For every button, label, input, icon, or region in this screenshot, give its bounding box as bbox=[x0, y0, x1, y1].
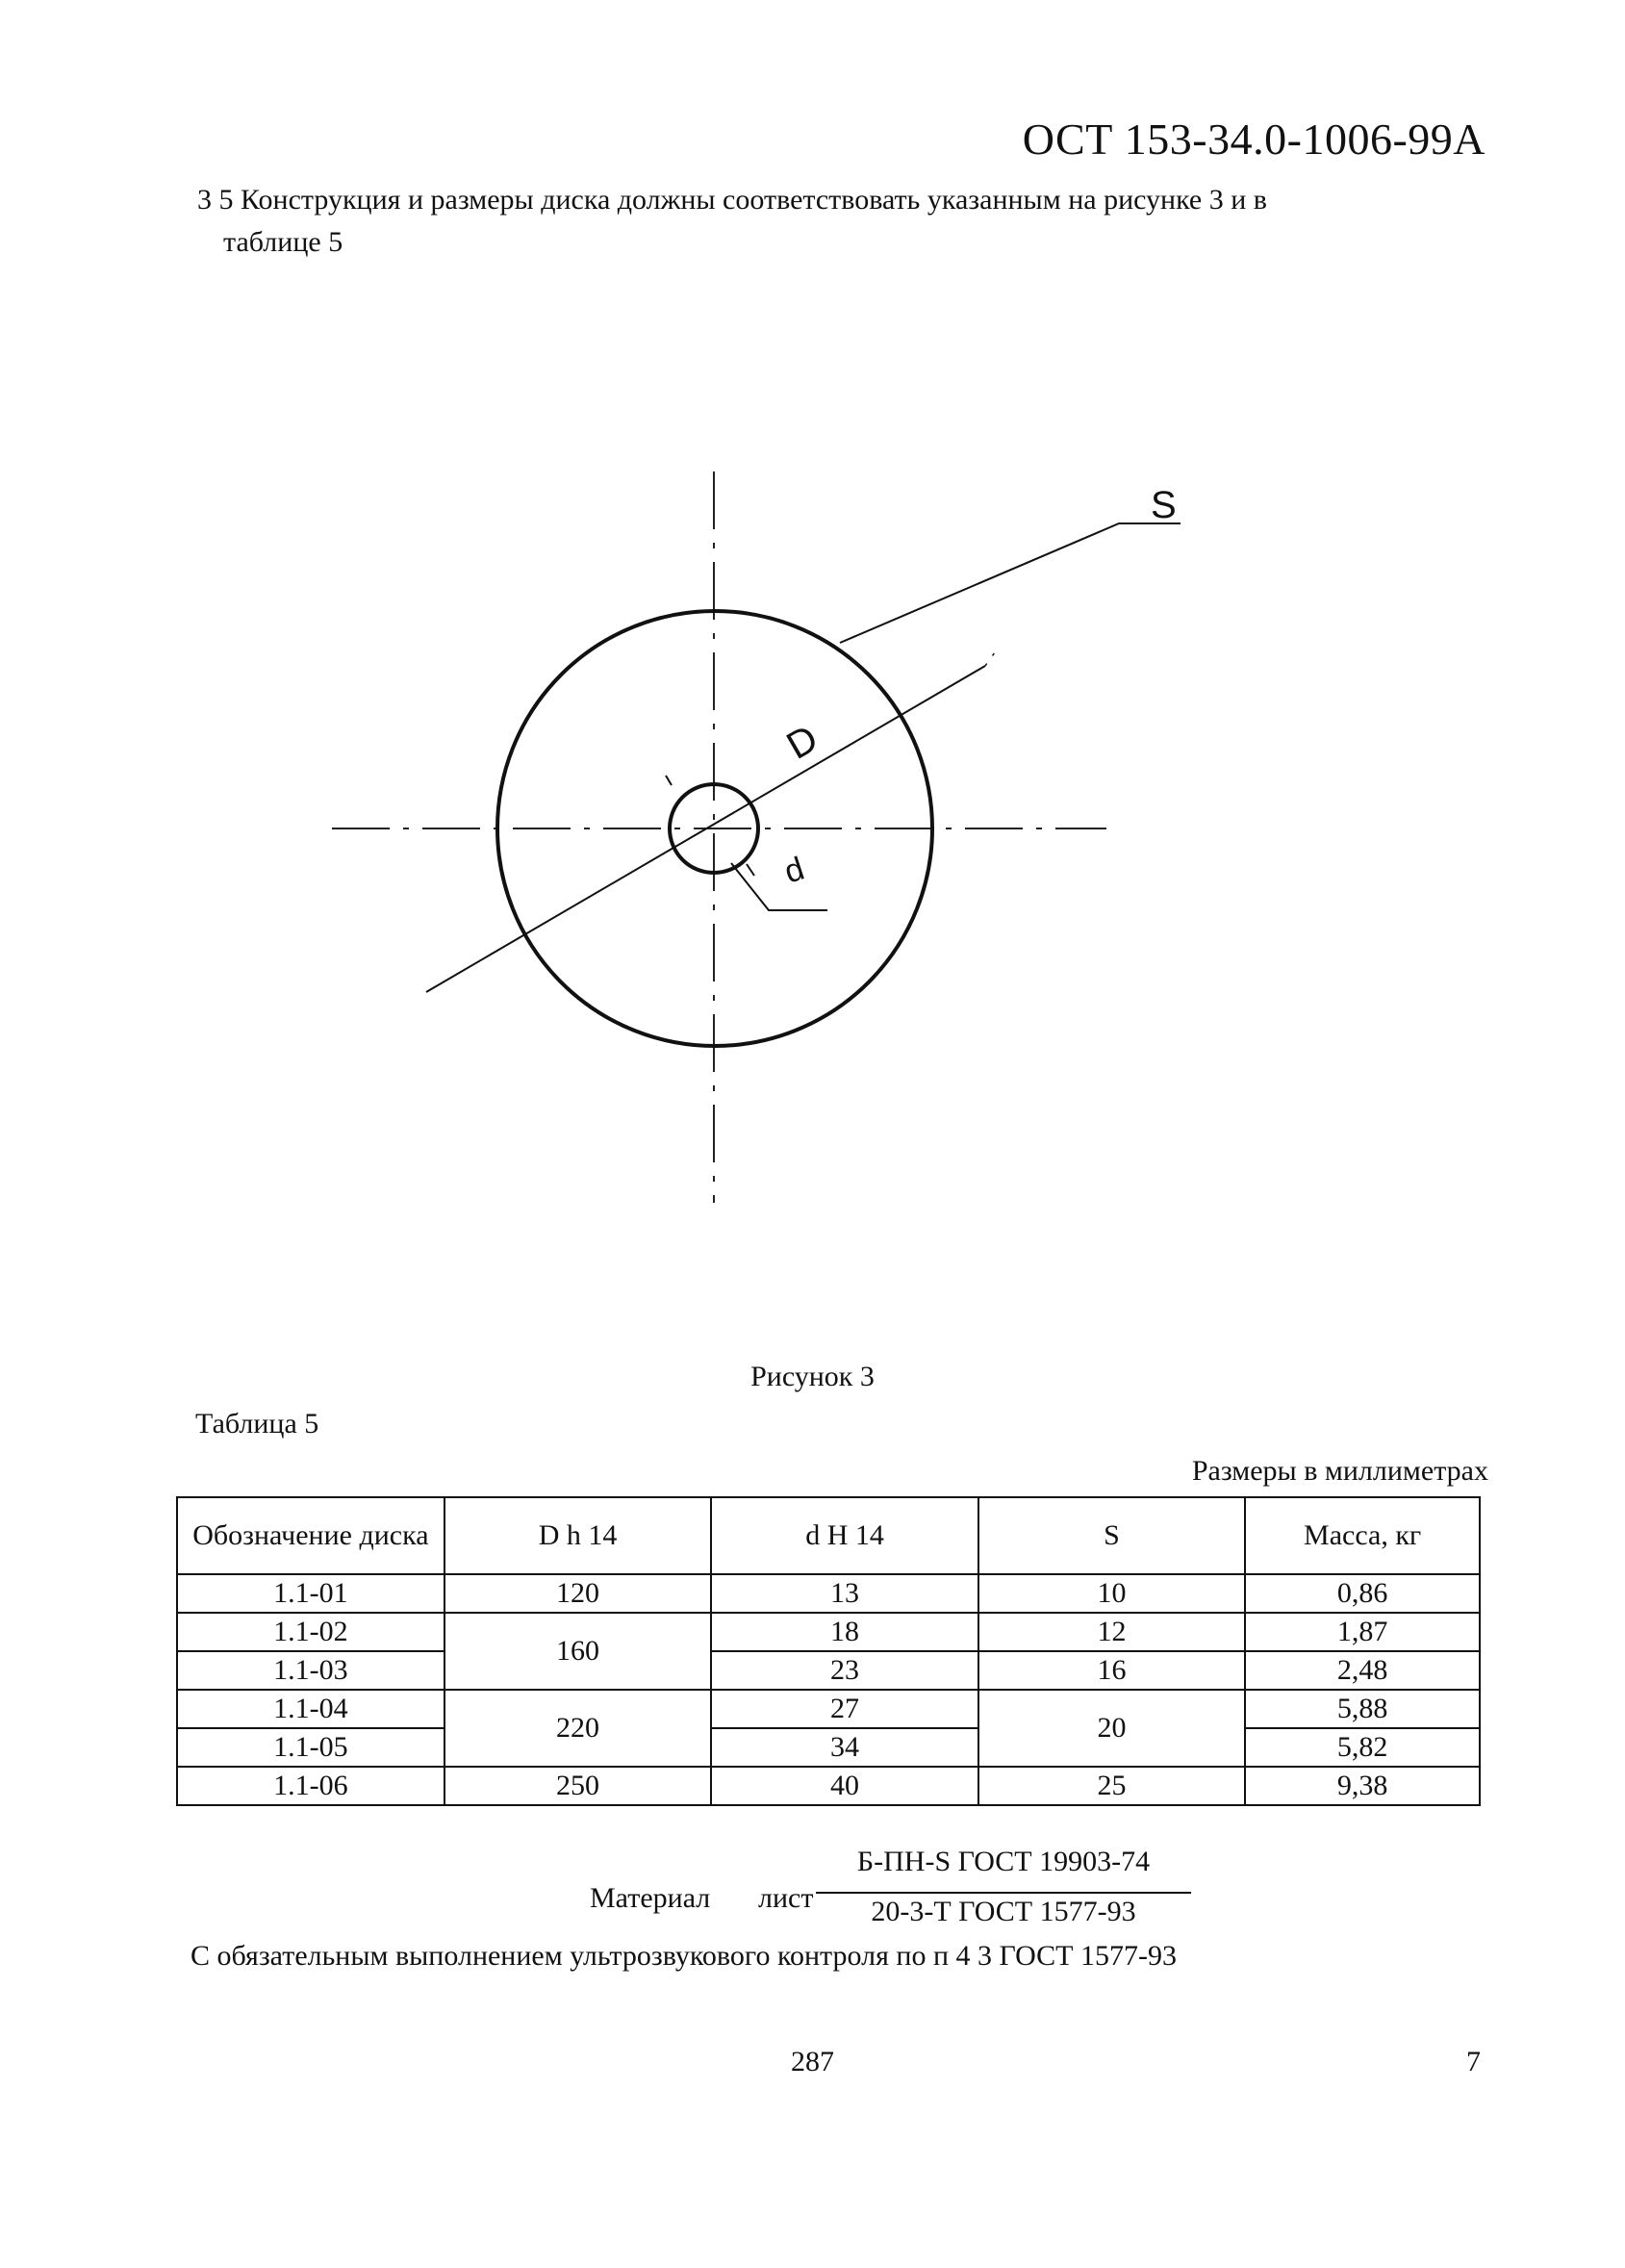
table-row bbox=[177, 1767, 1480, 1805]
d-leader-line bbox=[731, 863, 827, 910]
material-numerator: Б-ПН-S ГОСТ 19903-74 bbox=[856, 1846, 1151, 1877]
table-row bbox=[177, 1651, 1480, 1690]
table-row bbox=[177, 1728, 1480, 1767]
cell-designation: 1.1-02 bbox=[177, 1613, 444, 1651]
cell-S: 16 bbox=[978, 1651, 1245, 1690]
cell-D: 160 bbox=[444, 1613, 712, 1690]
cell-mass: 9,38 bbox=[1245, 1767, 1480, 1805]
cell-mass: 5,82 bbox=[1245, 1728, 1480, 1767]
cell-S: 25 bbox=[978, 1767, 1245, 1805]
material-spec bbox=[0, 1846, 1625, 1932]
table-row bbox=[177, 1690, 1480, 1728]
cell-d: 13 bbox=[711, 1574, 978, 1613]
cell-mass: 0,86 bbox=[1245, 1574, 1480, 1613]
cell-designation: 1.1-01 bbox=[177, 1574, 444, 1613]
cell-designation: 1.1-05 bbox=[177, 1728, 444, 1767]
page-number: 287 bbox=[791, 2046, 834, 2077]
hole-tick-mark bbox=[666, 776, 672, 785]
s-leader-line bbox=[840, 523, 1181, 643]
sheet-number: 7 bbox=[1466, 2046, 1481, 2077]
col-header-S: S bbox=[978, 1497, 1245, 1574]
ultrasonic-note: С обязательным выполнением ультрозвукового контроля по п 4 3 ГОСТ 1577-93 bbox=[190, 1940, 1177, 1972]
dimension-extension bbox=[985, 652, 995, 666]
cell-mass: 1,87 bbox=[1245, 1613, 1480, 1651]
cell-D: 250 bbox=[444, 1767, 712, 1805]
cell-mass: 5,88 bbox=[1245, 1690, 1480, 1728]
clause-text bbox=[197, 179, 1486, 264]
col-header-D: D h 14 bbox=[444, 1497, 712, 1574]
clause-line-2: таблице 5 bbox=[223, 226, 343, 258]
cell-d: 34 bbox=[711, 1728, 978, 1767]
disk-dimensions-table bbox=[176, 1496, 1481, 1806]
table-row bbox=[177, 1574, 1480, 1613]
disk-drawing bbox=[308, 452, 1177, 1222]
cell-D: 120 bbox=[444, 1574, 712, 1613]
clause-line-1: 3 5 Конструкция и размеры диска должны соответствовать указанным на рисунке 3 и в bbox=[197, 184, 1267, 216]
table-title: Таблица 5 bbox=[195, 1408, 319, 1440]
cell-d: 23 bbox=[711, 1651, 978, 1690]
document-code: ОСТ 153-34.0-1006-99А bbox=[1022, 115, 1485, 164]
material-kind: лист bbox=[758, 1882, 814, 1914]
table-units: Размеры в миллиметрах bbox=[1191, 1455, 1488, 1487]
cell-d: 40 bbox=[711, 1767, 978, 1805]
material-denominator: 20-3-Т ГОСТ 1577-93 bbox=[871, 1896, 1136, 1927]
col-header-mass: Масса, кг bbox=[1245, 1497, 1480, 1574]
cell-D: 220 bbox=[444, 1690, 712, 1767]
cell-designation: 1.1-06 bbox=[177, 1767, 444, 1805]
hole-tick-mark bbox=[747, 864, 754, 876]
center-lines bbox=[332, 471, 1106, 1203]
label-hole-d: d bbox=[779, 850, 809, 891]
cell-S: 10 bbox=[978, 1574, 1245, 1613]
cell-d: 27 bbox=[711, 1690, 978, 1728]
cell-designation: 1.1-03 bbox=[177, 1651, 444, 1690]
material-label: Материал bbox=[590, 1882, 711, 1914]
cell-S: 12 bbox=[978, 1613, 1245, 1651]
col-header-designation: Обозначение диска bbox=[177, 1497, 444, 1574]
figure-caption: Рисунок 3 bbox=[750, 1361, 875, 1392]
cell-S: 20 bbox=[978, 1690, 1245, 1767]
label-s: S bbox=[1151, 484, 1177, 526]
table-row bbox=[177, 1613, 1480, 1651]
col-header-d: d H 14 bbox=[711, 1497, 978, 1574]
cell-designation: 1.1-04 bbox=[177, 1690, 444, 1728]
label-diameter-D: D bbox=[779, 717, 825, 768]
fraction-bar bbox=[816, 1892, 1191, 1894]
cell-mass: 2,48 bbox=[1245, 1651, 1480, 1690]
cell-d: 18 bbox=[711, 1613, 978, 1651]
table-header-row bbox=[177, 1497, 1480, 1574]
